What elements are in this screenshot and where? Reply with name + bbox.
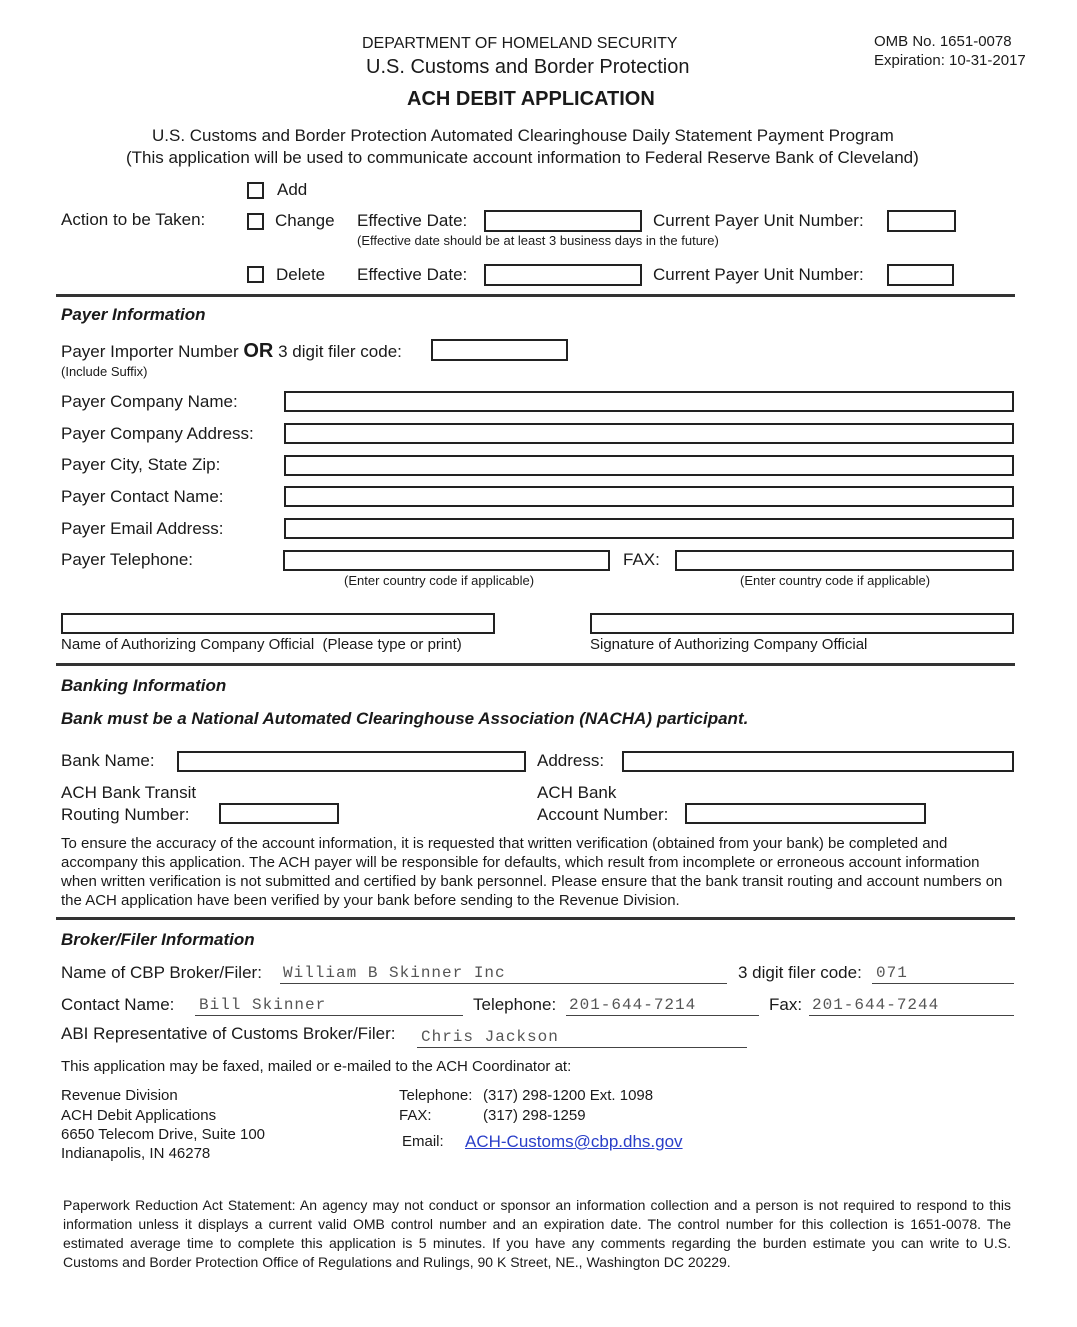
broker-name-label: Name of CBP Broker/Filer: (61, 963, 262, 982)
account-number-label-line1: ACH Bank (537, 783, 617, 802)
filer-code-underline (872, 983, 1014, 984)
payer-fax-input[interactable] (675, 550, 1014, 571)
address-line-2: ACH Debit Applications (61, 1107, 217, 1124)
form-title: ACH DEBIT APPLICATION (407, 88, 655, 110)
broker-telephone-value[interactable]: 201-644-7214 (569, 996, 697, 1014)
payer-email-label: Payer Email Address: (61, 519, 224, 538)
fax-country-code-note: (Enter country code if applicable) (740, 573, 931, 588)
divider (56, 917, 1015, 920)
address-line-3: 6650 Telecom Drive, Suite 100 (61, 1126, 266, 1143)
coordinator-telephone-value: (317) 298-1200 Ext. 1098 (483, 1087, 654, 1104)
payer-email-input[interactable] (284, 518, 1014, 539)
program-description: U.S. Customs and Border Protection Automated Clearinghouse Daily Statement Payment Program (152, 126, 894, 145)
change-label: Change (275, 211, 335, 230)
delete-payer-unit-label: Current Payer Unit Number: (653, 265, 864, 284)
broker-telephone-label: Telephone: (473, 995, 557, 1014)
official-name-label: Name of Authorizing Company Official (Please type or print) (61, 636, 462, 653)
agency-name: U.S. Customs and Border Protection (366, 56, 690, 78)
payer-importer-or: OR (243, 340, 274, 362)
payer-telephone-input[interactable] (283, 550, 610, 571)
payer-importer-text: Payer Importer Number (61, 342, 239, 361)
payer-contact-name-label: Payer Contact Name: (61, 487, 224, 506)
broker-name-value[interactable]: William B Skinner Inc (283, 964, 506, 982)
contact-name-underline (195, 1015, 463, 1016)
abi-representative-label: ABI Representative of Customs Broker/Filer: (61, 1024, 396, 1043)
bank-name-label: Bank Name: (61, 751, 155, 770)
divider (56, 663, 1015, 666)
delete-effective-date-label: Effective Date: (357, 265, 468, 284)
paperwork-reduction-statement: Paperwork Reduction Act Statement: An agency may not conduct or sponsor an information collection and a person is not required to respond to this information unless it displays a current valid OMB control number and an expiration date. The control number for this collection is 1651-0078. The estimated average time to complete this application is 5 minutes. If you have any comments regarding the burden estimate you can write to U.S. Customs and Border Protection Office of Regulations and Rulings, 90 K Street, NE., Washington DC 20229. (63, 1197, 1011, 1270)
bank-address-label: Address: (537, 751, 605, 770)
add-checkbox[interactable] (247, 182, 264, 199)
action-label: Action to be Taken: (61, 210, 206, 229)
coordinator-fax-value: (317) 298-1259 (483, 1107, 586, 1124)
address-line-1: Revenue Division (61, 1087, 178, 1104)
change-effective-date-label: Effective Date: (357, 211, 468, 230)
coordinator-email-link[interactable]: ACH-Customs@cbp.dhs.gov (465, 1132, 683, 1151)
change-payer-unit-input[interactable] (887, 210, 956, 232)
change-payer-unit-label: Current Payer Unit Number: (653, 211, 864, 230)
include-suffix-note: (Include Suffix) (61, 364, 148, 379)
contact-name-label: Contact Name: (61, 995, 175, 1014)
submission-intro: This application may be faxed, mailed or e-mailed to the ACH Coordinator at: (61, 1058, 572, 1075)
abi-representative-value[interactable]: Chris Jackson (421, 1028, 559, 1046)
filer-code-value[interactable]: 071 (876, 964, 908, 982)
delete-payer-unit-input[interactable] (887, 264, 954, 286)
purpose-description: (This application will be used to communicate account information to Federal Reserve Bank of Cleveland) (126, 148, 919, 167)
broker-fax-value[interactable]: 201-644-7244 (812, 996, 940, 1014)
payer-importer-label (61, 340, 402, 363)
add-label: Add (277, 180, 308, 199)
address-line-4: Indianapolis, IN 46278 (61, 1145, 211, 1162)
coordinator-telephone-label: Telephone: (399, 1087, 473, 1104)
delete-effective-date-input[interactable] (484, 264, 642, 286)
payer-company-name-input[interactable] (284, 391, 1014, 412)
payer-importer-input[interactable] (431, 339, 568, 361)
filer-code-label: 3 digit filer code: (738, 963, 862, 982)
broker-fax-underline (809, 1015, 1014, 1016)
coordinator-fax-label: FAX: (399, 1107, 432, 1124)
divider (56, 294, 1015, 297)
payer-telephone-label: Payer Telephone: (61, 550, 194, 569)
official-signature-label: Signature of Authorizing Company Official (590, 636, 868, 653)
account-number-label-line2: Account Number: (537, 805, 669, 824)
broker-section-heading: Broker/Filer Information (61, 930, 255, 949)
bank-address-input[interactable] (622, 751, 1014, 772)
official-name-input[interactable] (61, 613, 495, 634)
official-signature-input[interactable] (590, 613, 1014, 634)
routing-number-label-line2: Routing Number: (61, 805, 190, 824)
broker-telephone-underline (566, 1015, 759, 1016)
payer-city-state-zip-input[interactable] (284, 455, 1014, 476)
delete-checkbox[interactable] (247, 266, 264, 283)
change-checkbox[interactable] (247, 213, 264, 230)
routing-number-input[interactable] (219, 803, 339, 824)
payer-fax-label: FAX: (623, 550, 660, 569)
delete-label: Delete (276, 265, 326, 284)
payer-section-heading: Payer Information (61, 305, 206, 324)
payer-company-name-label: Payer Company Name: (61, 392, 238, 411)
abi-representative-underline (417, 1047, 747, 1048)
omb-number: OMB No. 1651-0078 (874, 33, 1012, 50)
broker-name-underline (280, 983, 727, 984)
account-number-input[interactable] (685, 803, 926, 824)
banking-section-heading: Banking Information (61, 676, 227, 695)
payer-company-address-label: Payer Company Address: (61, 424, 254, 443)
bank-name-input[interactable] (177, 751, 526, 772)
coordinator-email-label: Email: (402, 1133, 444, 1150)
nacha-notice: Bank must be a National Automated Clearinghouse Association (NACHA) participant. (61, 709, 749, 728)
payer-filer-code-text: 3 digit filer code: (278, 342, 402, 361)
payer-city-state-zip-label: Payer City, State Zip: (61, 455, 221, 474)
change-effective-date-input[interactable] (484, 210, 642, 232)
effective-date-note: (Effective date should be at least 3 business days in the future) (357, 233, 719, 248)
expiration-date: Expiration: 10-31-2017 (874, 52, 1026, 69)
broker-fax-label: Fax: (769, 995, 803, 1014)
verification-paragraph: To ensure the accuracy of the account information, it is requested that written verification (obtained from your bank) be completed and accompany this application. The ACH payer will be responsible for defaults, which result from incomplete or erroneous account information when written verification is not submitted and certified by bank personnel. Please ensure that the bank transit routing and account numbers on the ACH application have been verified by your bank before sending to the Revenue Division. (61, 835, 1003, 909)
department-name: DEPARTMENT OF HOMELAND SECURITY (362, 35, 678, 52)
contact-name-value[interactable]: Bill Skinner (199, 996, 327, 1014)
payer-contact-name-input[interactable] (284, 486, 1014, 507)
routing-number-label-line1: ACH Bank Transit (61, 783, 197, 802)
payer-company-address-input[interactable] (284, 423, 1014, 444)
telephone-country-code-note: (Enter country code if applicable) (344, 573, 535, 588)
